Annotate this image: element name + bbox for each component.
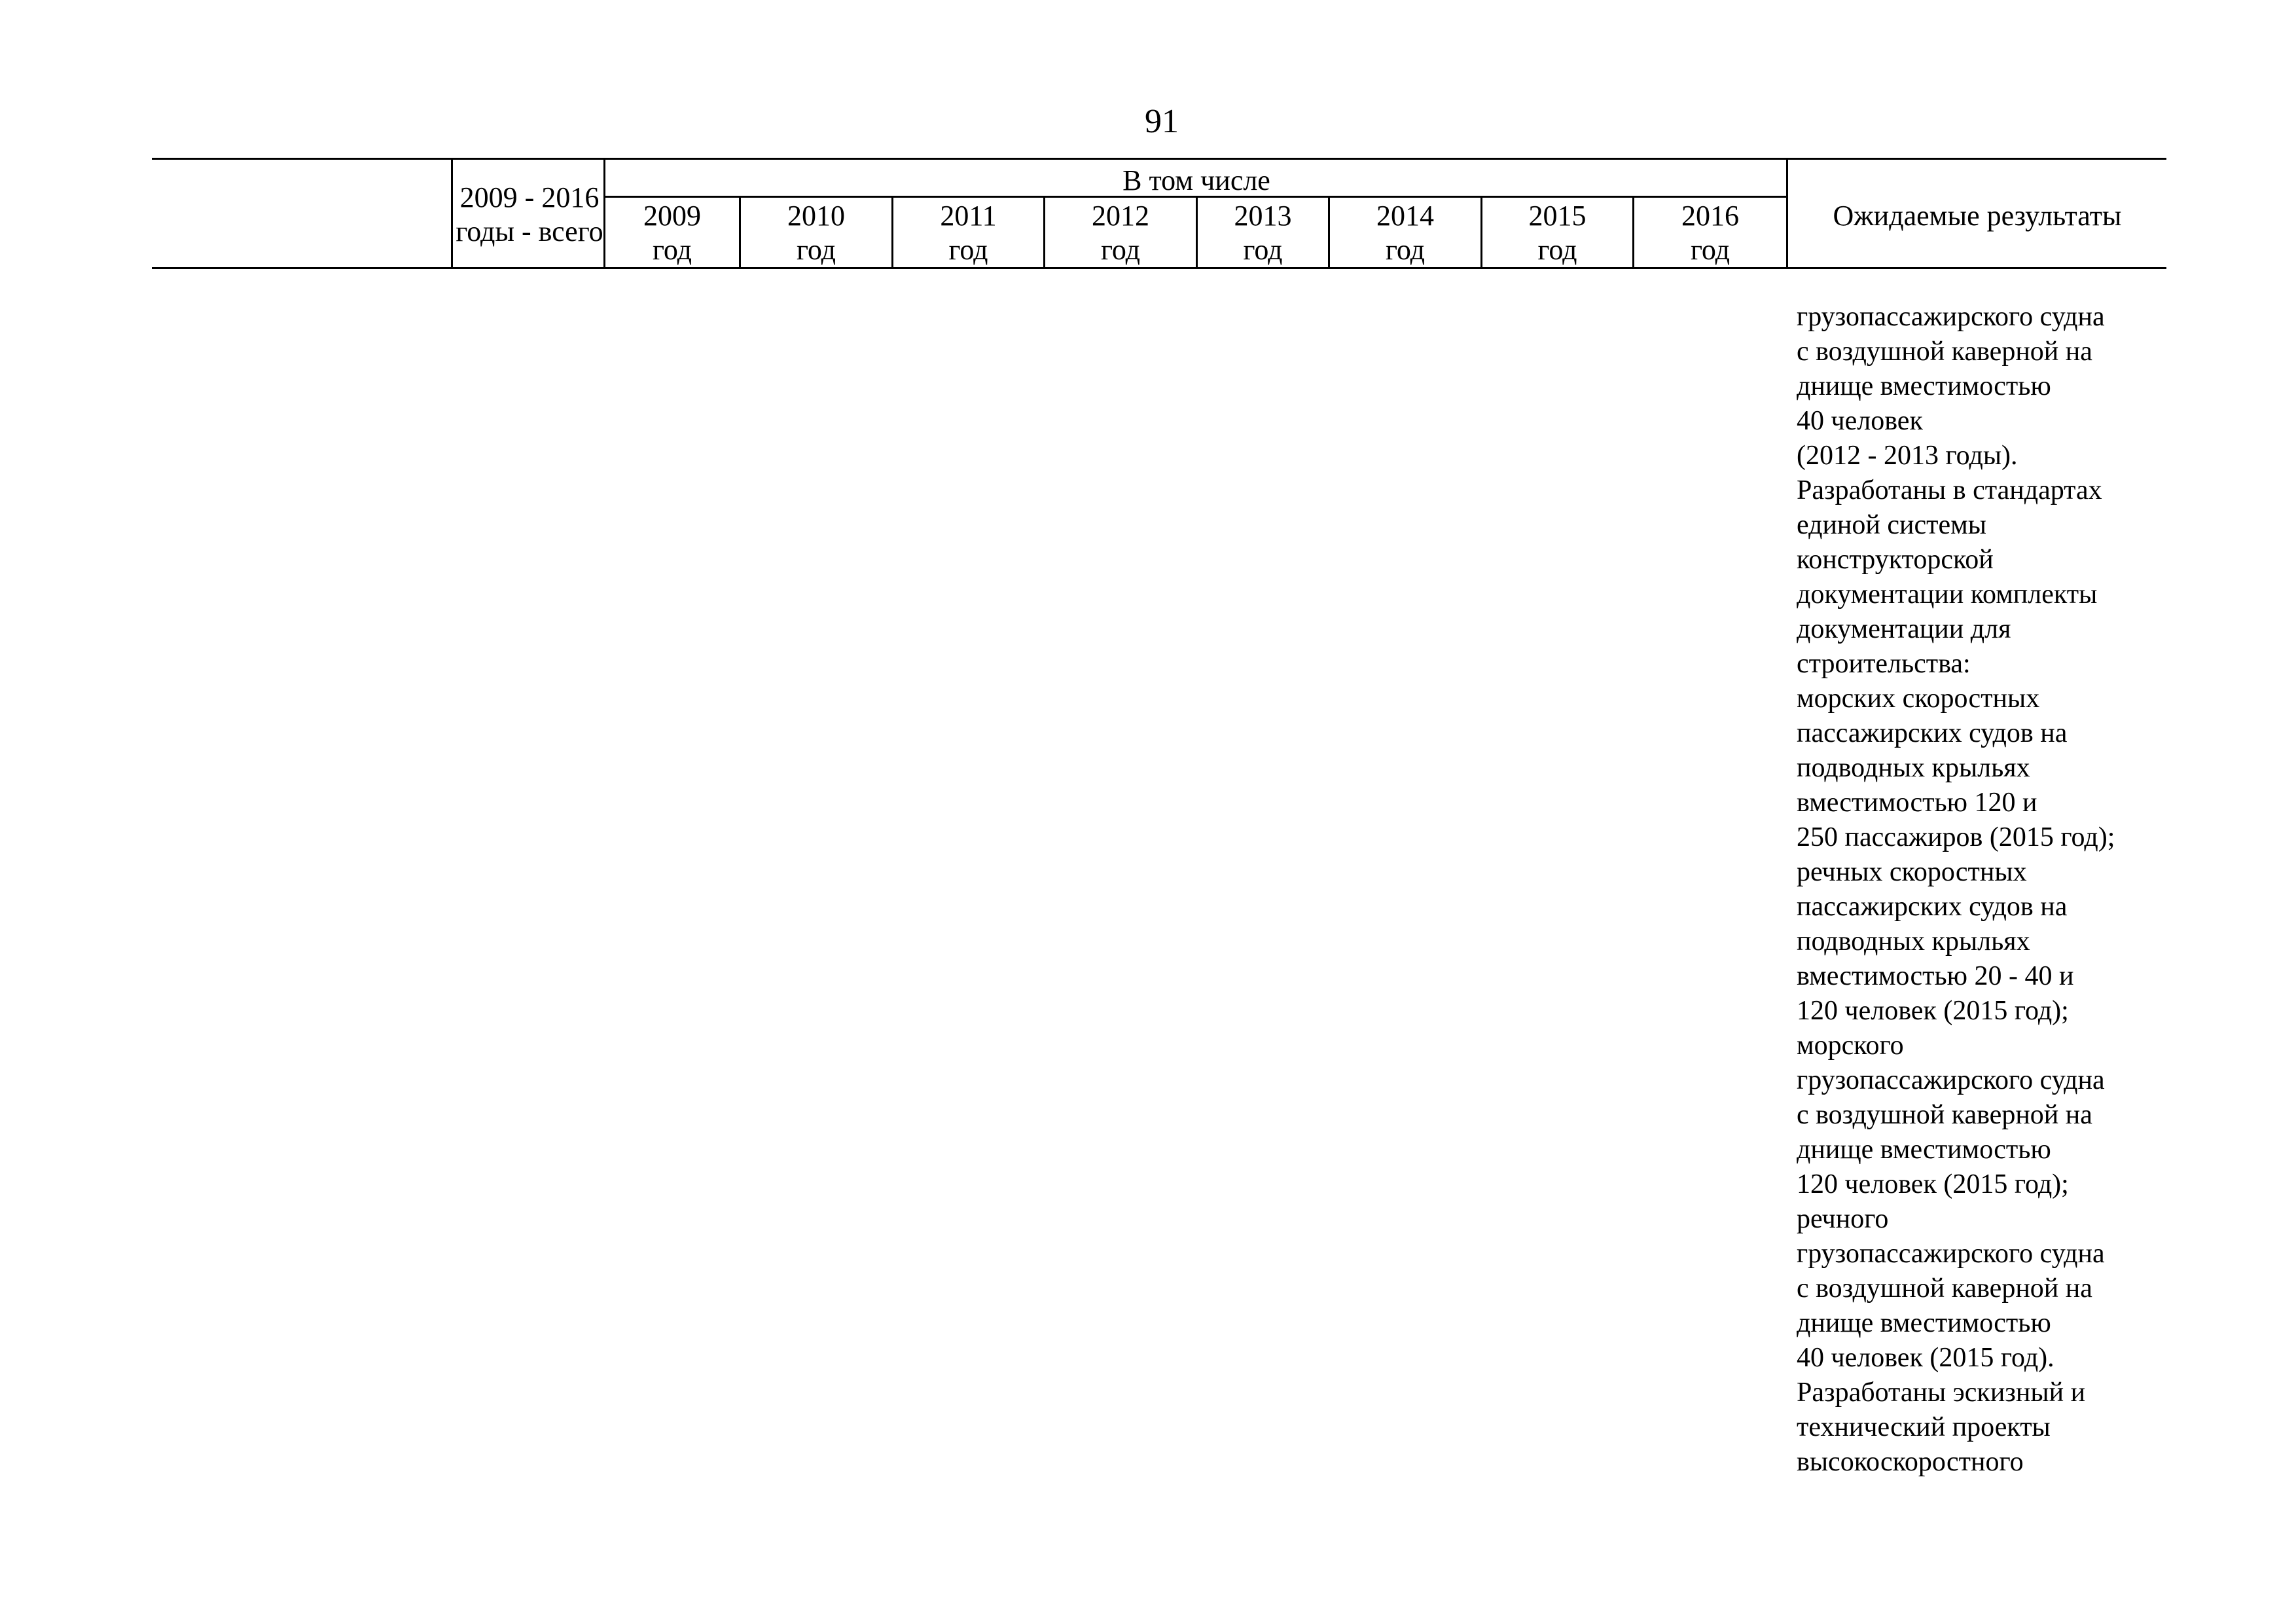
year-label: 2013 [1234,200,1292,232]
year-unit: год [1385,234,1426,266]
results-text-line: 120 человек (2015 год); [1797,996,2069,1026]
results-text-line: высокоскоростного [1797,1447,2024,1477]
results-text-line: конструкторской [1797,545,1994,575]
results-text-line: днище вместимостью [1797,1308,2051,1338]
year-header [1330,199,1480,267]
year-header [1198,199,1328,267]
year-header [1634,199,1786,267]
year-header [605,199,739,267]
results-text-line: Разработаны в стандартах [1797,475,2102,505]
results-text-line: Разработаны эскизный и [1797,1377,2086,1408]
results-text-line: речного [1797,1204,1889,1234]
results-text-line: с воздушной каверной на [1797,337,2092,367]
year-label: 2014 [1376,200,1434,232]
year-unit: год [652,234,692,266]
results-text-line: морского [1797,1030,1904,1061]
results-text-line: документации комплекты [1797,579,2098,610]
results-text-line: днище вместимостью [1797,1135,2051,1165]
year-unit: год [948,234,988,266]
total-years-header [453,181,606,249]
results-text-line: пассажирских судов на [1797,718,2068,748]
year-unit: год [1537,234,1577,266]
table-header [152,158,2166,269]
results-text-line: грузопассажирского судна [1797,1239,2105,1269]
including-header: В том числе [1122,164,1270,196]
results-text-line: речных скоростных [1797,857,2027,887]
results-text-line: (2012 - 2013 годы). [1797,441,2018,471]
results-text-line: 40 человек [1797,406,1923,436]
results-text-line: с воздушной каверной на [1797,1100,2092,1130]
results-text-line: вместимостью 120 и [1797,788,2037,818]
year-label: 2009 [643,200,701,232]
results-text-line: пассажирских судов на [1797,892,2068,922]
results-text-line: подводных крыльях [1797,753,2030,783]
results-text-line: грузопассажирского судна [1797,1065,2105,1095]
results-text-line: 40 человек (2015 год). [1797,1343,2054,1373]
year-unit: год [1243,234,1283,266]
results-text-line: вместимостью 20 - 40 и [1797,961,2074,991]
year-header [1482,199,1632,267]
results-text-line: с воздушной каверной на [1797,1273,2092,1304]
results-text-line: строительства: [1797,649,1971,679]
year-header [1045,199,1196,267]
year-header [893,199,1043,267]
expected-results-header: Ожидаемые результаты [1833,200,2122,232]
year-label: 2011 [940,200,997,232]
results-text-line: грузопассажирского судна [1797,302,2105,332]
year-label: 2010 [787,200,845,232]
year-unit: год [1690,234,1731,266]
year-label: 2015 [1528,200,1587,232]
year-unit: год [796,234,836,266]
results-text-line: единой системы [1797,510,1986,540]
results-text-line: документации для [1797,614,2011,644]
year-header [741,199,891,267]
results-text-line: технический проекты [1797,1412,2051,1442]
results-text-line: днище вместимостью [1797,371,2051,401]
year-unit: год [1100,234,1141,266]
total-years-sublabel: годы - всего [456,215,603,247]
page-number: 91 [1145,103,1179,140]
results-text-line: морских скоростных [1797,684,2040,714]
year-label: 2012 [1092,200,1149,232]
results-text-line: 120 человек (2015 год); [1797,1169,2069,1199]
total-years-label: 2009 - 2016 [459,181,600,213]
year-label: 2016 [1681,200,1739,232]
expected-results-text [1797,300,2202,1480]
results-text-line: подводных крыльях [1797,926,2030,957]
results-text-line: 250 пассажиров (2015 год); [1797,822,2115,852]
